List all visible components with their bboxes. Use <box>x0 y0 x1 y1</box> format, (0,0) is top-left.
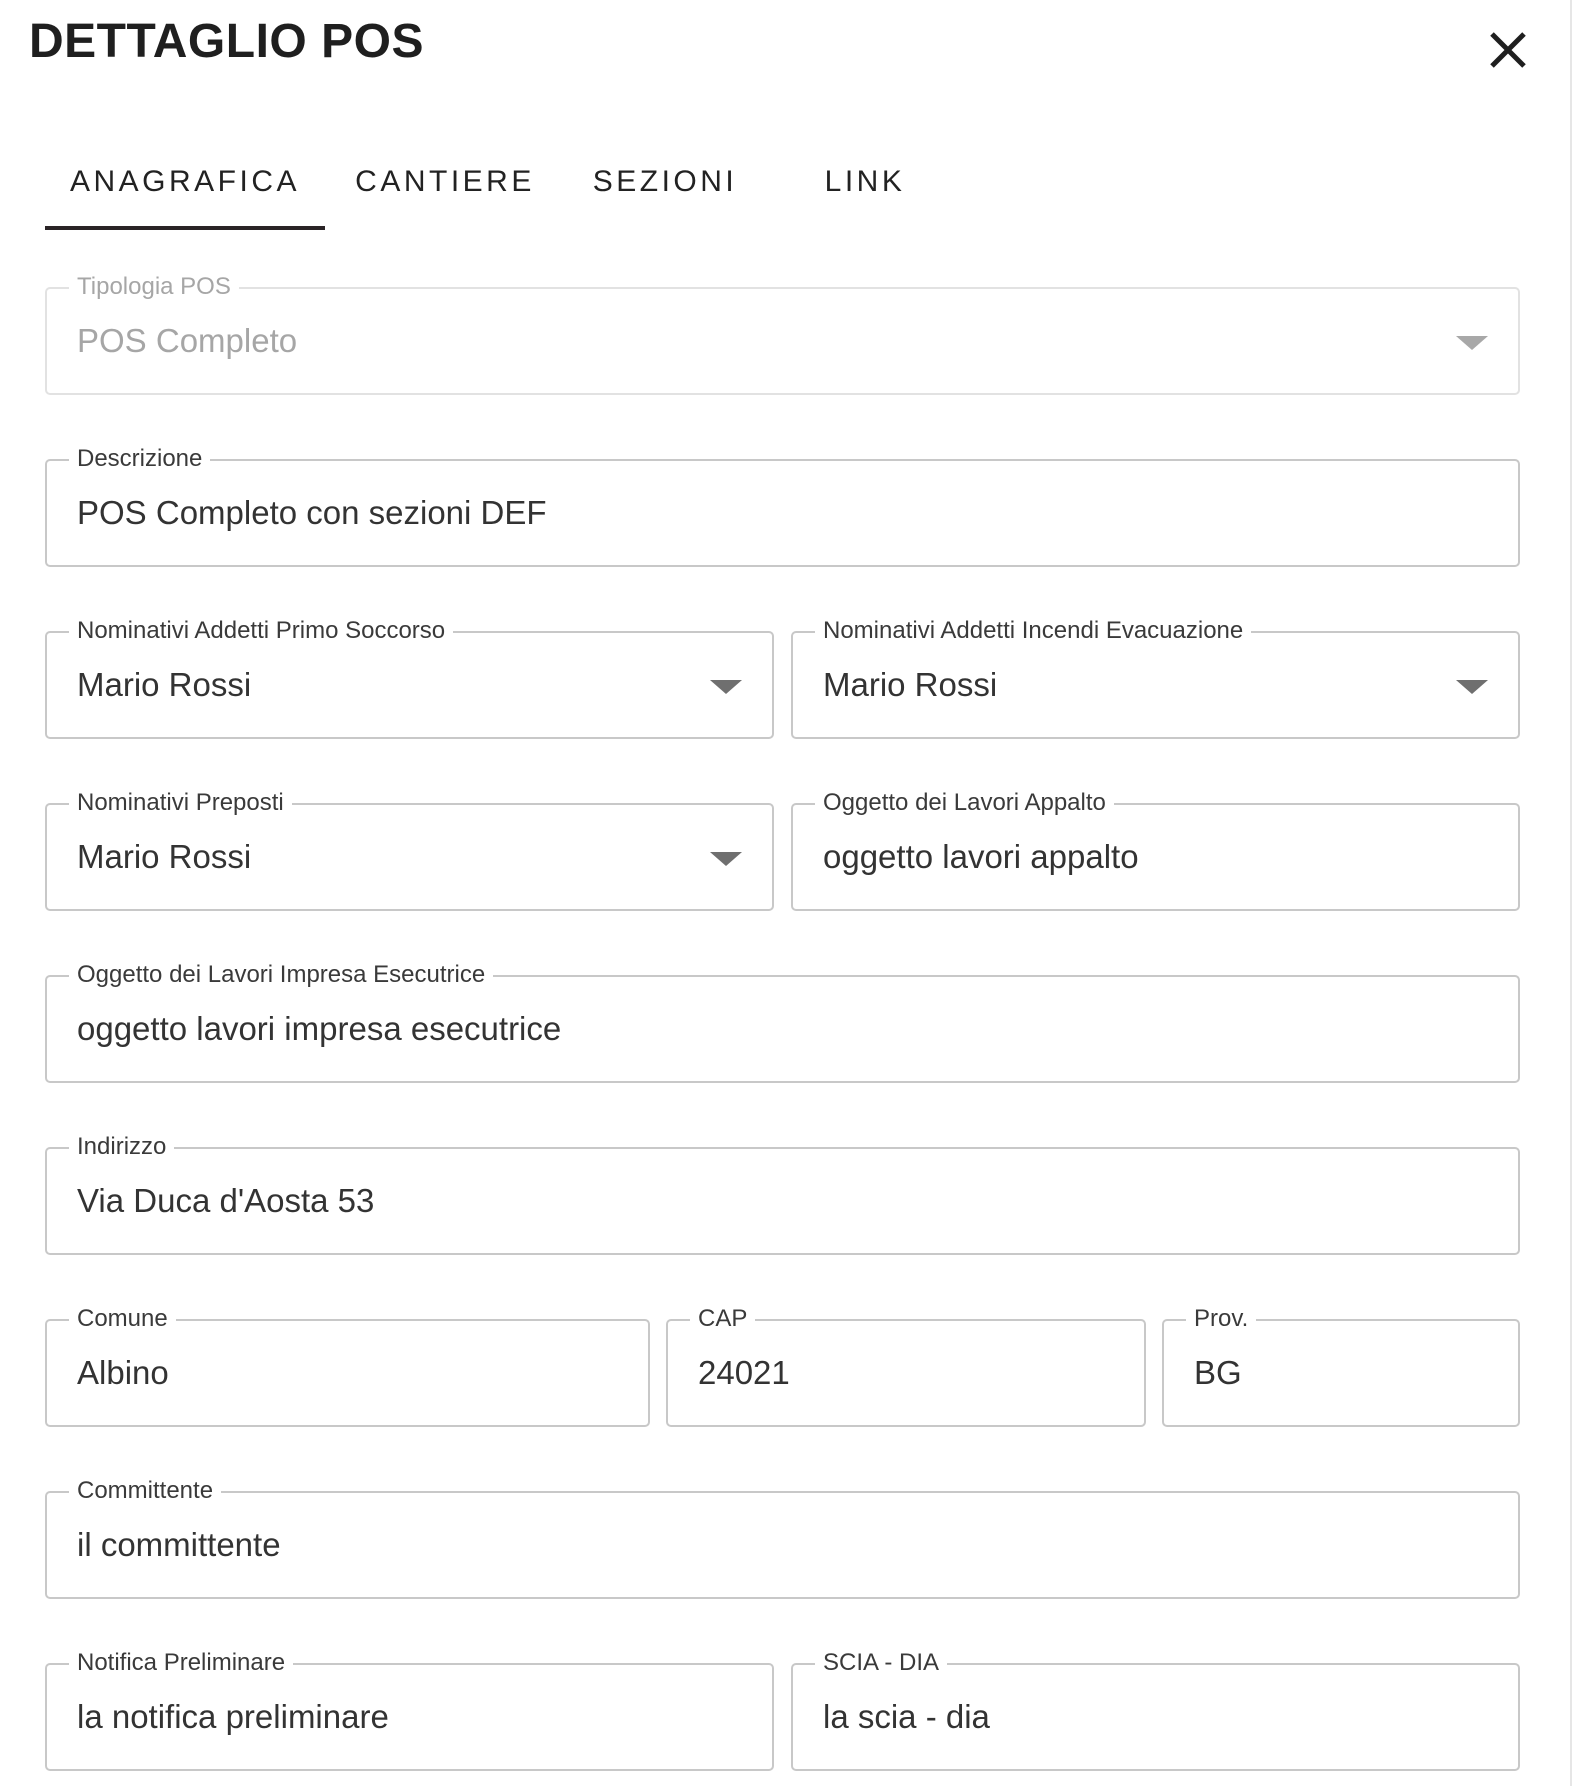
incendi-evacuazione-select[interactable] <box>791 617 1520 739</box>
primo-soccorso-select[interactable] <box>45 617 774 739</box>
prov-label: Prov. <box>1186 1304 1256 1334</box>
scia-dia-field[interactable] <box>791 1649 1520 1771</box>
chevron-down-icon[interactable] <box>710 852 742 866</box>
notifica-preliminare-label: Notifica Preliminare <box>69 1648 293 1678</box>
descrizione-label: Descrizione <box>69 444 210 474</box>
chevron-down-icon[interactable] <box>710 680 742 694</box>
oggetto-impresa-value[interactable]: oggetto lavori impresa esecutrice <box>77 1010 562 1047</box>
tipologia-pos-select <box>45 273 1520 395</box>
incendi-evacuazione-label: Nominativi Addetti Incendi Evacuazione <box>815 616 1251 646</box>
notifica-preliminare-value[interactable]: la notifica preliminare <box>77 1698 389 1735</box>
committente-value[interactable]: il committente <box>77 1526 281 1563</box>
comune-field[interactable] <box>45 1305 650 1427</box>
indirizzo-label: Indirizzo <box>69 1132 174 1162</box>
descrizione-value[interactable]: POS Completo con sezioni DEF <box>77 494 547 531</box>
preposti-label: Nominativi Preposti <box>69 788 292 818</box>
cap-label: CAP <box>690 1304 755 1334</box>
descrizione-field[interactable] <box>45 445 1520 567</box>
tipologia-pos-label: Tipologia POS <box>69 272 239 302</box>
close-button[interactable] <box>1484 26 1532 74</box>
indirizzo-field[interactable] <box>45 1133 1520 1255</box>
primo-soccorso-label: Nominativi Addetti Primo Soccorso <box>69 616 453 646</box>
oggetto-appalto-label: Oggetto dei Lavori Appalto <box>815 788 1114 818</box>
prov-field[interactable] <box>1162 1305 1520 1427</box>
chevron-down-icon <box>1456 336 1488 350</box>
incendi-evacuazione-value: Mario Rossi <box>823 666 998 703</box>
chevron-down-icon[interactable] <box>1456 680 1488 694</box>
tab-sezioni[interactable]: SEZIONI <box>592 165 738 198</box>
cap-field[interactable] <box>666 1305 1146 1427</box>
oggetto-appalto-value[interactable]: oggetto lavori appalto <box>823 838 1139 875</box>
preposti-select[interactable] <box>45 789 774 911</box>
committente-field[interactable] <box>45 1477 1520 1599</box>
comune-value[interactable]: Albino <box>77 1354 169 1391</box>
tab-link[interactable]: LINK <box>824 165 906 198</box>
scia-dia-value[interactable]: la scia - dia <box>823 1698 990 1735</box>
prov-value[interactable]: BG <box>1194 1354 1242 1391</box>
scia-dia-label: SCIA - DIA <box>815 1648 947 1678</box>
cap-value[interactable]: 24021 <box>698 1354 790 1391</box>
close-icon <box>1484 26 1532 74</box>
oggetto-impresa-field[interactable] <box>45 961 1520 1083</box>
tab-cantiere[interactable]: CANTIERE <box>355 165 535 198</box>
preposti-value: Mario Rossi <box>77 838 252 875</box>
oggetto-impresa-label: Oggetto dei Lavori Impresa Esecutrice <box>69 960 493 990</box>
notifica-preliminare-field[interactable] <box>45 1649 774 1771</box>
tab-anagrafica[interactable]: ANAGRAFICA <box>45 150 325 230</box>
indirizzo-value[interactable]: Via Duca d'Aosta 53 <box>77 1182 375 1219</box>
page-title: DETTAGLIO POS <box>29 15 424 68</box>
tipologia-pos-value: POS Completo <box>77 322 298 359</box>
comune-label: Comune <box>69 1304 176 1334</box>
primo-soccorso-value: Mario Rossi <box>77 666 252 703</box>
committente-label: Committente <box>69 1476 221 1506</box>
oggetto-appalto-field[interactable] <box>791 789 1520 911</box>
